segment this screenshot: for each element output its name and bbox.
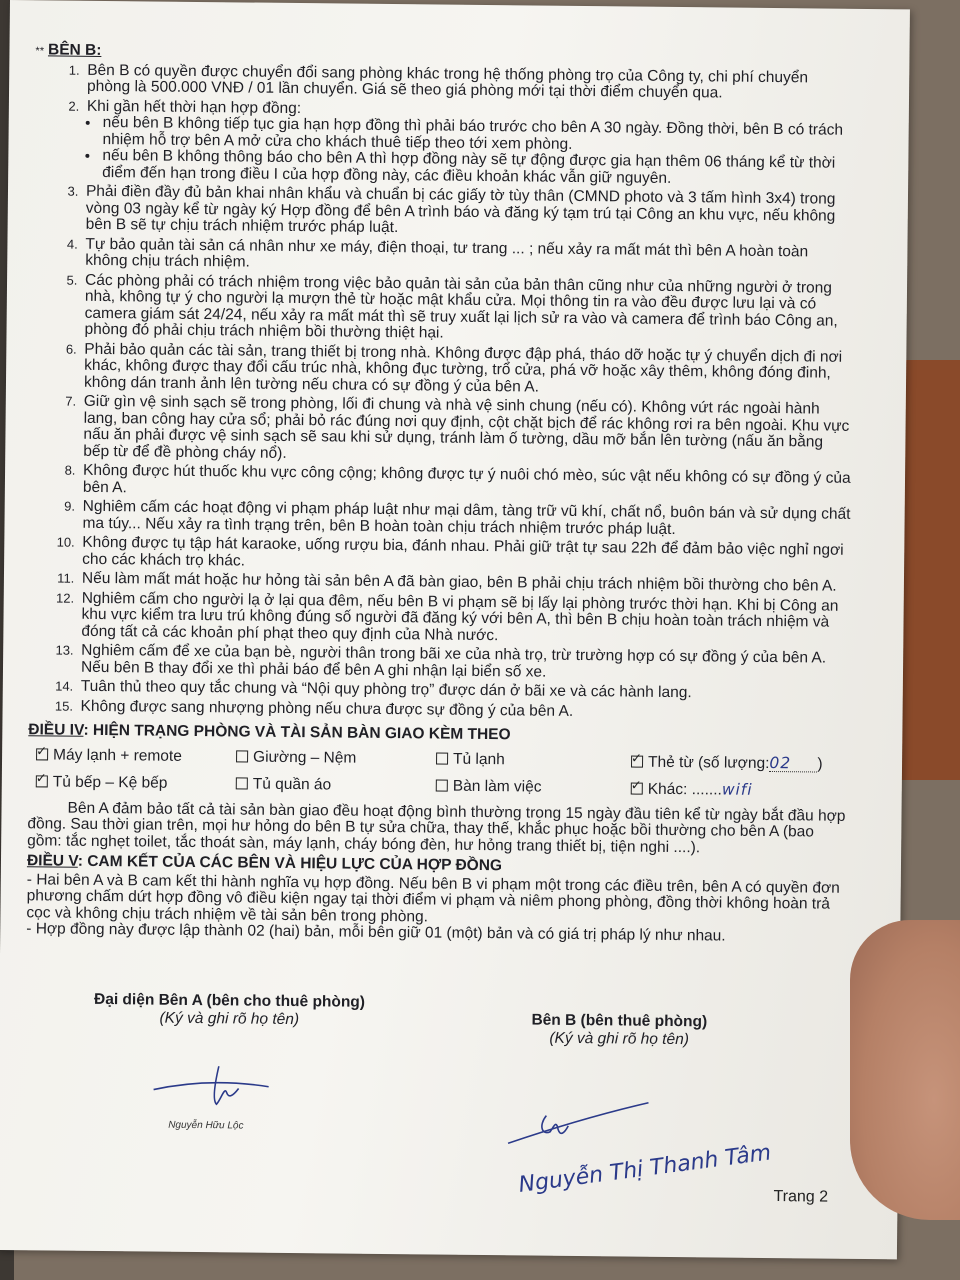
checkbox-checked-icon <box>36 775 48 787</box>
asset-item: ✓ Khác: .......wifi <box>631 781 856 801</box>
sub-clause: • nếu bên B không tiếp tục gia hạn hợp đồng thì phải báo trước cho bên A 30 ngày. Đồng thời, bên B có trách nhiệm hỗ trợ bên A mở cửa cho khách thuê tiếp theo tới xem phòng. <box>100 115 854 156</box>
party-b-handwritten-name: Nguyễn Thị Thanh Tâm <box>517 1140 773 1198</box>
clause: 4. Tự bảo quản tài sản cá nhân như xe máy, điện thoại, tư trang ... ; nếu xảy ra mất mát thì bên A hoàn toàn không chịu trách nhiệm. <box>81 236 853 277</box>
clause: 9. Nghiêm cấm các hoạt động vi phạm pháp luật như mại dâm, tàng trữ vũ khí, chất nổ, buôn bán và sử dụng chất ma túy... Nếu xảy ra tình trạng trên, bên B hoàn toàn chịu trách nhiệm trước pháp luật. <box>78 499 850 540</box>
clause: 12. Nghiêm cấm cho người lạ ở lại qua đêm, nếu bên B vi phạm sẽ bị lấy lại phòng trước thời hạn. Khi bị Công an khu vực kiểm tra lưu trú không đúng số người đã đăng ký với bên A, thì bên B chịu hoàn toàn trách nhiệm và đóng tất cả các khoản phí phạt theo quy định của Nhà nước. <box>77 590 849 648</box>
handwritten-other: wifi <box>721 780 753 799</box>
clause: 1. Bên B có quyền được chuyển đổi sang phòng khác trong hệ thống phòng trọ của Công ty, chi phí chuyển phòng là 500.000 VNĐ / 01 lần chuyển. Giá sẽ theo giá phòng mới tại thời điểm chuyển qua. <box>83 62 855 103</box>
clause: 5. Các phòng phải có trách nhiệm trong việc bảo quản tài sản của bản thân cũng như của những người ở trong nhà, không tự ý cho người lạ mượn thẻ từ hoặc mật khẩu cửa. Mọi thông tin ra vào đều được lưu lại và có camera giám sát 24/24, nếu xảy ra mất mát thì sẽ truy xuất lại lịch sử ra vào và camera để trình báo Công an, phòng đó phải chịu trách nhiệm bồi thường thiệt hại. <box>80 272 853 346</box>
checkbox-empty-icon <box>436 752 448 764</box>
checkbox-empty-icon <box>436 780 448 792</box>
clause: 8. Không được hút thuốc khu vực công cộng; không được tự ý nuôi chó mèo, súc vật nếu không có sự đồng ý của bên A. <box>79 463 851 504</box>
sub-clause: • nếu bên B không thông báo cho bên A thì hợp đồng này sẽ tự động được gia hạn thêm 06 tháng kể từ thời điểm đến hạn trong điều I của hợp đồng này, các điều khoản khác vẫn giữ nguyên. <box>100 148 854 189</box>
commitment-line: - Hai bên A và B cam kết thi hành nghĩa vụ hợp đồng. Nếu bên B vi phạm một trong các điều trên, bên A có quyền đơn phương chấm dứt hợp đồng vô điều kiện ngay tại thời điểm vi phạm và niêm phong phòng, đồng thời không hoàn trả cọc và không chịu trách nhiệm về tài sản bên trong phòng. <box>26 870 840 925</box>
document-body <box>26 42 855 946</box>
section-b-clauses <box>29 62 856 723</box>
clause: 3. Phải điền đầy đủ bản khai nhân khẩu và chuẩn bị các giấy tờ tùy thân (CMND photo và 3 tấm hình 3x4) trong vòng 03 ngày kể từ ngày ký Hợp đồng để bên A trình báo và đăng ký tạm trú tại Công an khu vực, nếu không bên B sẽ tự chịu trách nhiệm trước pháp luật. <box>82 184 854 242</box>
dieu-iv-heading: ĐIỀU IV: HIỆN TRẠNG PHÒNG VÀ TÀI SẢN BÀN GIAO KÈM THEO <box>28 721 511 744</box>
handwritten-quantity: 02 <box>769 754 817 772</box>
dieu-v-heading: ĐIỀU V: CAM KẾT CỦA CÁC BÊN VÀ HIỆU LỰC CỦA HỢP ĐỒNG <box>26 852 503 875</box>
checkbox-empty-icon <box>236 750 248 762</box>
clause: 2. Khi gần hết thời hạn hợp đồng: • nếu bên B không tiếp tục gia hạn hợp đồng thì phải báo trước cho bên A 30 ngày. Đồng thời, bên B có trách nhiệm hỗ trợ bên A mở cửa cho khách thuê tiếp theo tới xem phòng. • nếu bên B không thông báo cho bên A thì hợp đồng này sẽ tự động được gia hạn thêm 06 tháng kể từ thời điểm đến hạn trong điều I của hợp đồng này, các điều khoản khác vẫn giữ nguyên. <box>82 98 855 189</box>
clause: 7. Giữ gìn vệ sinh sạch sẽ trong phòng, lối đi chung và nhà vệ sinh chung (nếu có). Không vứt rác ngoài hành lang, ban công hay cửa sổ; phải bỏ rác đúng nơi quy định, cột chặt bịch để rác không rơi ra bên ngoài. Khu vực nấu ăn phải được vệ sinh sạch sẽ sau khi sử dụng, tránh làm ố tường, dầu mỡ bắn lên tường (nấu ăn bằng bếp từ để đề phòng cháy nổ). <box>79 394 852 468</box>
clause: 6. Phải bảo quản các tài sản, trang thiết bị trong nhà. Không được đập phá, tháo dỡ hoặc tự ý chuyển dịch đi nơi khác, không được thay đổi cấu trúc nhà, không đục tường, trổ cửa, phá vỡ hoặc xây thêm, không đóng đinh, không dán tranh ảnh lên tường nếu chưa có sự đồng ý của bên A. <box>80 341 852 399</box>
clause: 14. Tuân thủ theo quy tắc chung và “Nội quy phòng trọ” được dán ở bãi xe và các hành lang. <box>77 679 849 704</box>
clause: 10. Không được tụ tập hát karaoke, uống rượu bia, đánh nhau. Phải giữ trật tự sau 22h để đảm bảo việc nghỉ ngơi cho các khách trọ khác. <box>78 535 850 576</box>
checkbox-empty-icon <box>236 777 248 789</box>
asset-item: Tủ quần áo <box>236 776 436 796</box>
asset-checklist <box>36 747 848 801</box>
clause: 13. Nghiêm cấm để xe của bạn bè, người thân trong bãi xe của nhà trọ, trừ trường hợp có sự đồng ý của bên A. Nếu bên B thay đổi xe thì phải báo để bên A ghi nhận lại biển số xe. <box>77 643 849 684</box>
checkbox-checked-icon <box>631 783 643 795</box>
party-a-signature-block: Đại diện Bên A (bên cho thuê phòng) (Ký và ghi rõ họ tên) <box>93 990 366 1029</box>
commitment-line: - Hợp đồng này được lập thành 02 (hai) bản, mỗi bên giữ 01 (một) bản và có giá trị pháp lý như nhau. <box>26 920 726 945</box>
clause-sublist <box>86 115 855 189</box>
asset-item: ✓ Thẻ từ (số lượng:02 ) <box>631 753 856 773</box>
section-b-heading: ** BÊN B: <box>35 41 102 59</box>
dieu-v-section <box>26 853 847 946</box>
checkbox-checked-icon <box>36 748 48 760</box>
asset-item: Tủ lạnh <box>436 751 631 771</box>
handover-paragraph: Bên A đảm bảo tất cả tài sản bàn giao đều hoạt động bình thường trong 15 ngày đầu tiên kể từ ngày bắt đầu hợp đồng. Sau thời gian trên, mọi hư hỏng do bên B tự sửa chữa, thay thế, khắc phục hoặc bồi thường cho bên A (bao gồm: tắc nghẹt toilet, tắc thoát sàn, máy lạnh, cháy bóng đèn, hư hỏng trang thiết bị, tiện nghi ....). <box>27 799 846 856</box>
clause: 11. Nếu làm mất mát hoặc hư hỏng tài sản bên A đã bàn giao, bên B phải chịu trách nhiệm bồi thường cho bên A. <box>78 571 850 596</box>
asset-item: ✓Tủ bếp – Kệ bếp <box>36 774 236 794</box>
party-a-signature-mark <box>148 1060 289 1121</box>
asset-item: Bàn làm việc <box>436 779 631 799</box>
party-b-signature-block: Bên B (bên thuê phòng) (Ký và ghi rõ họ tên) <box>531 1011 708 1049</box>
asset-item: ✓Máy lạnh + remote <box>36 747 236 767</box>
asset-item: Giường – Nệm <box>236 749 436 769</box>
background-wood <box>900 360 960 780</box>
party-a-printed-name: Nguyễn Hữu Lộc <box>168 1119 244 1132</box>
clause: 15. Không được sang nhượng phòng nếu chưa được sự đồng ý của bên A. <box>77 698 849 723</box>
checkbox-checked-icon <box>631 755 643 767</box>
page-number: Trang 2 <box>773 1188 829 1206</box>
hand-holding-paper <box>850 920 960 1220</box>
party-b-signature-mark <box>498 1095 669 1157</box>
